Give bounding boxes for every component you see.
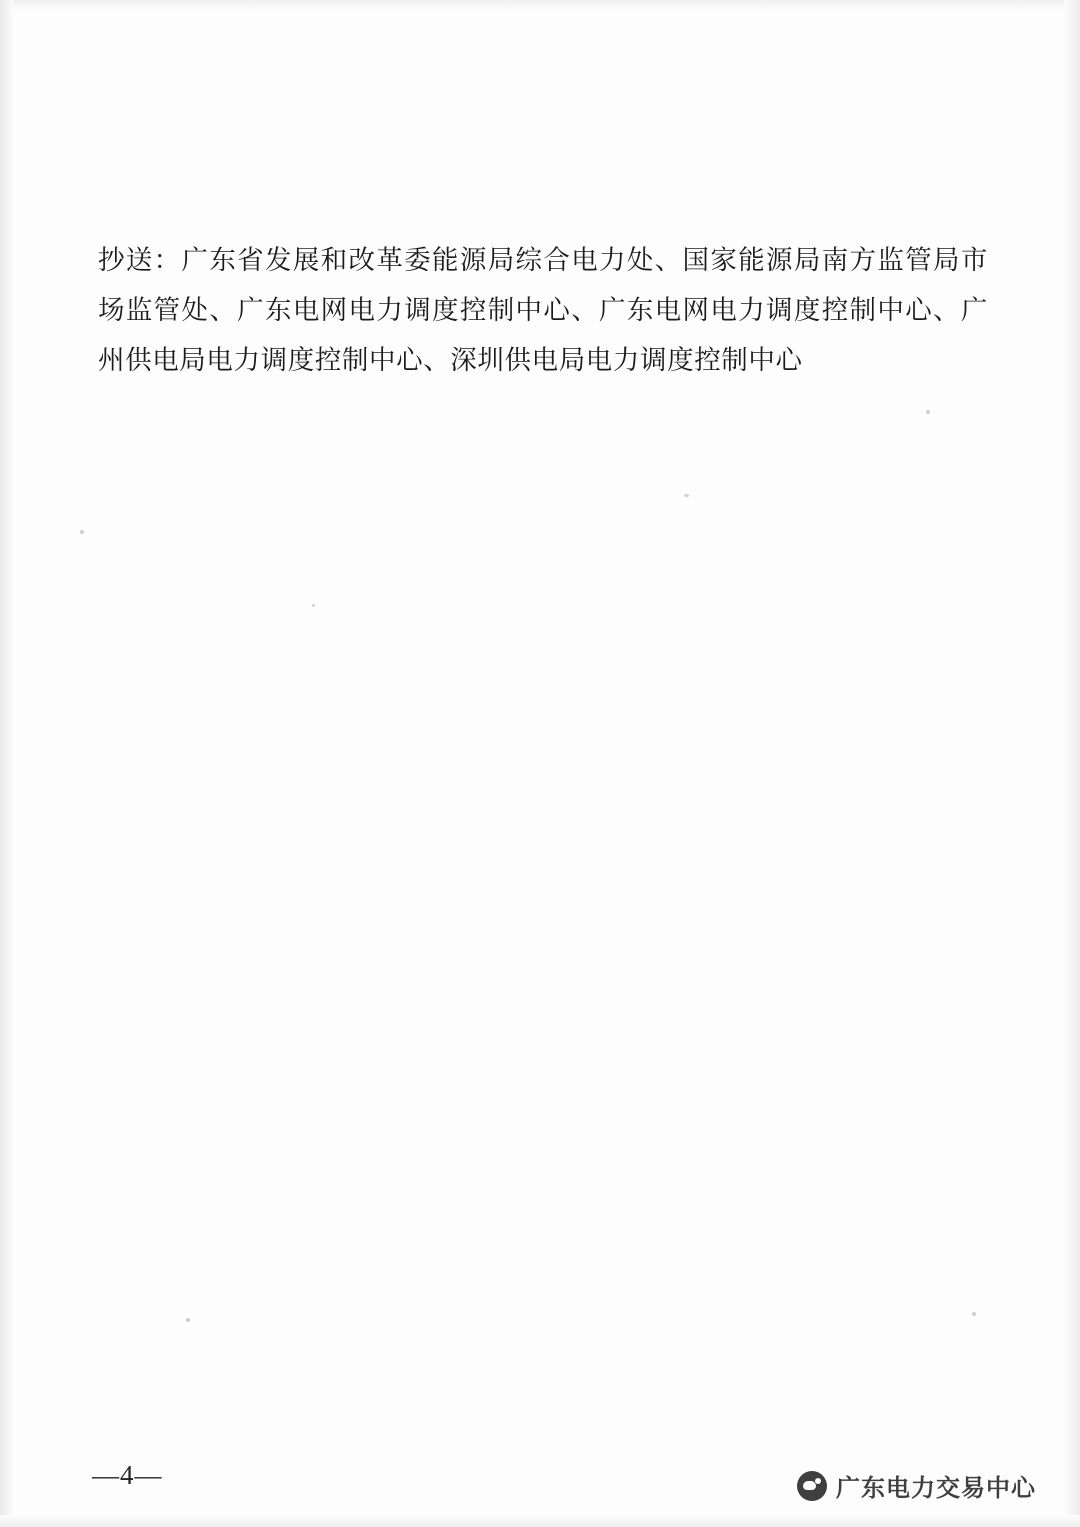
scan-speck	[972, 1312, 976, 1316]
scan-edge-right	[1064, 0, 1080, 1527]
watermark-label: 广东电力交易中心	[836, 1475, 1036, 1502]
watermark	[797, 1468, 1036, 1503]
scan-edge-bottom	[0, 1515, 1080, 1527]
wechat-logo-icon	[797, 1471, 827, 1501]
scan-speck	[926, 410, 930, 414]
scan-speck	[684, 494, 689, 497]
scan-edge-left	[0, 0, 14, 1527]
copy-to-paragraph: 抄送：广东省发展和改革委能源局综合电力处、国家能源局南方监管局市场监管处、广东电网电力调度控制中心、广东电网电力调度控制中心、广州供电局电力调度控制中心、深圳供电局电力调度控制中心	[98, 244, 988, 375]
scan-speck	[186, 1318, 190, 1322]
page-number: —4—	[92, 1460, 163, 1490]
scan-speck	[80, 530, 84, 534]
scan-edge-top	[0, 0, 1080, 10]
scan-speck	[312, 604, 315, 607]
